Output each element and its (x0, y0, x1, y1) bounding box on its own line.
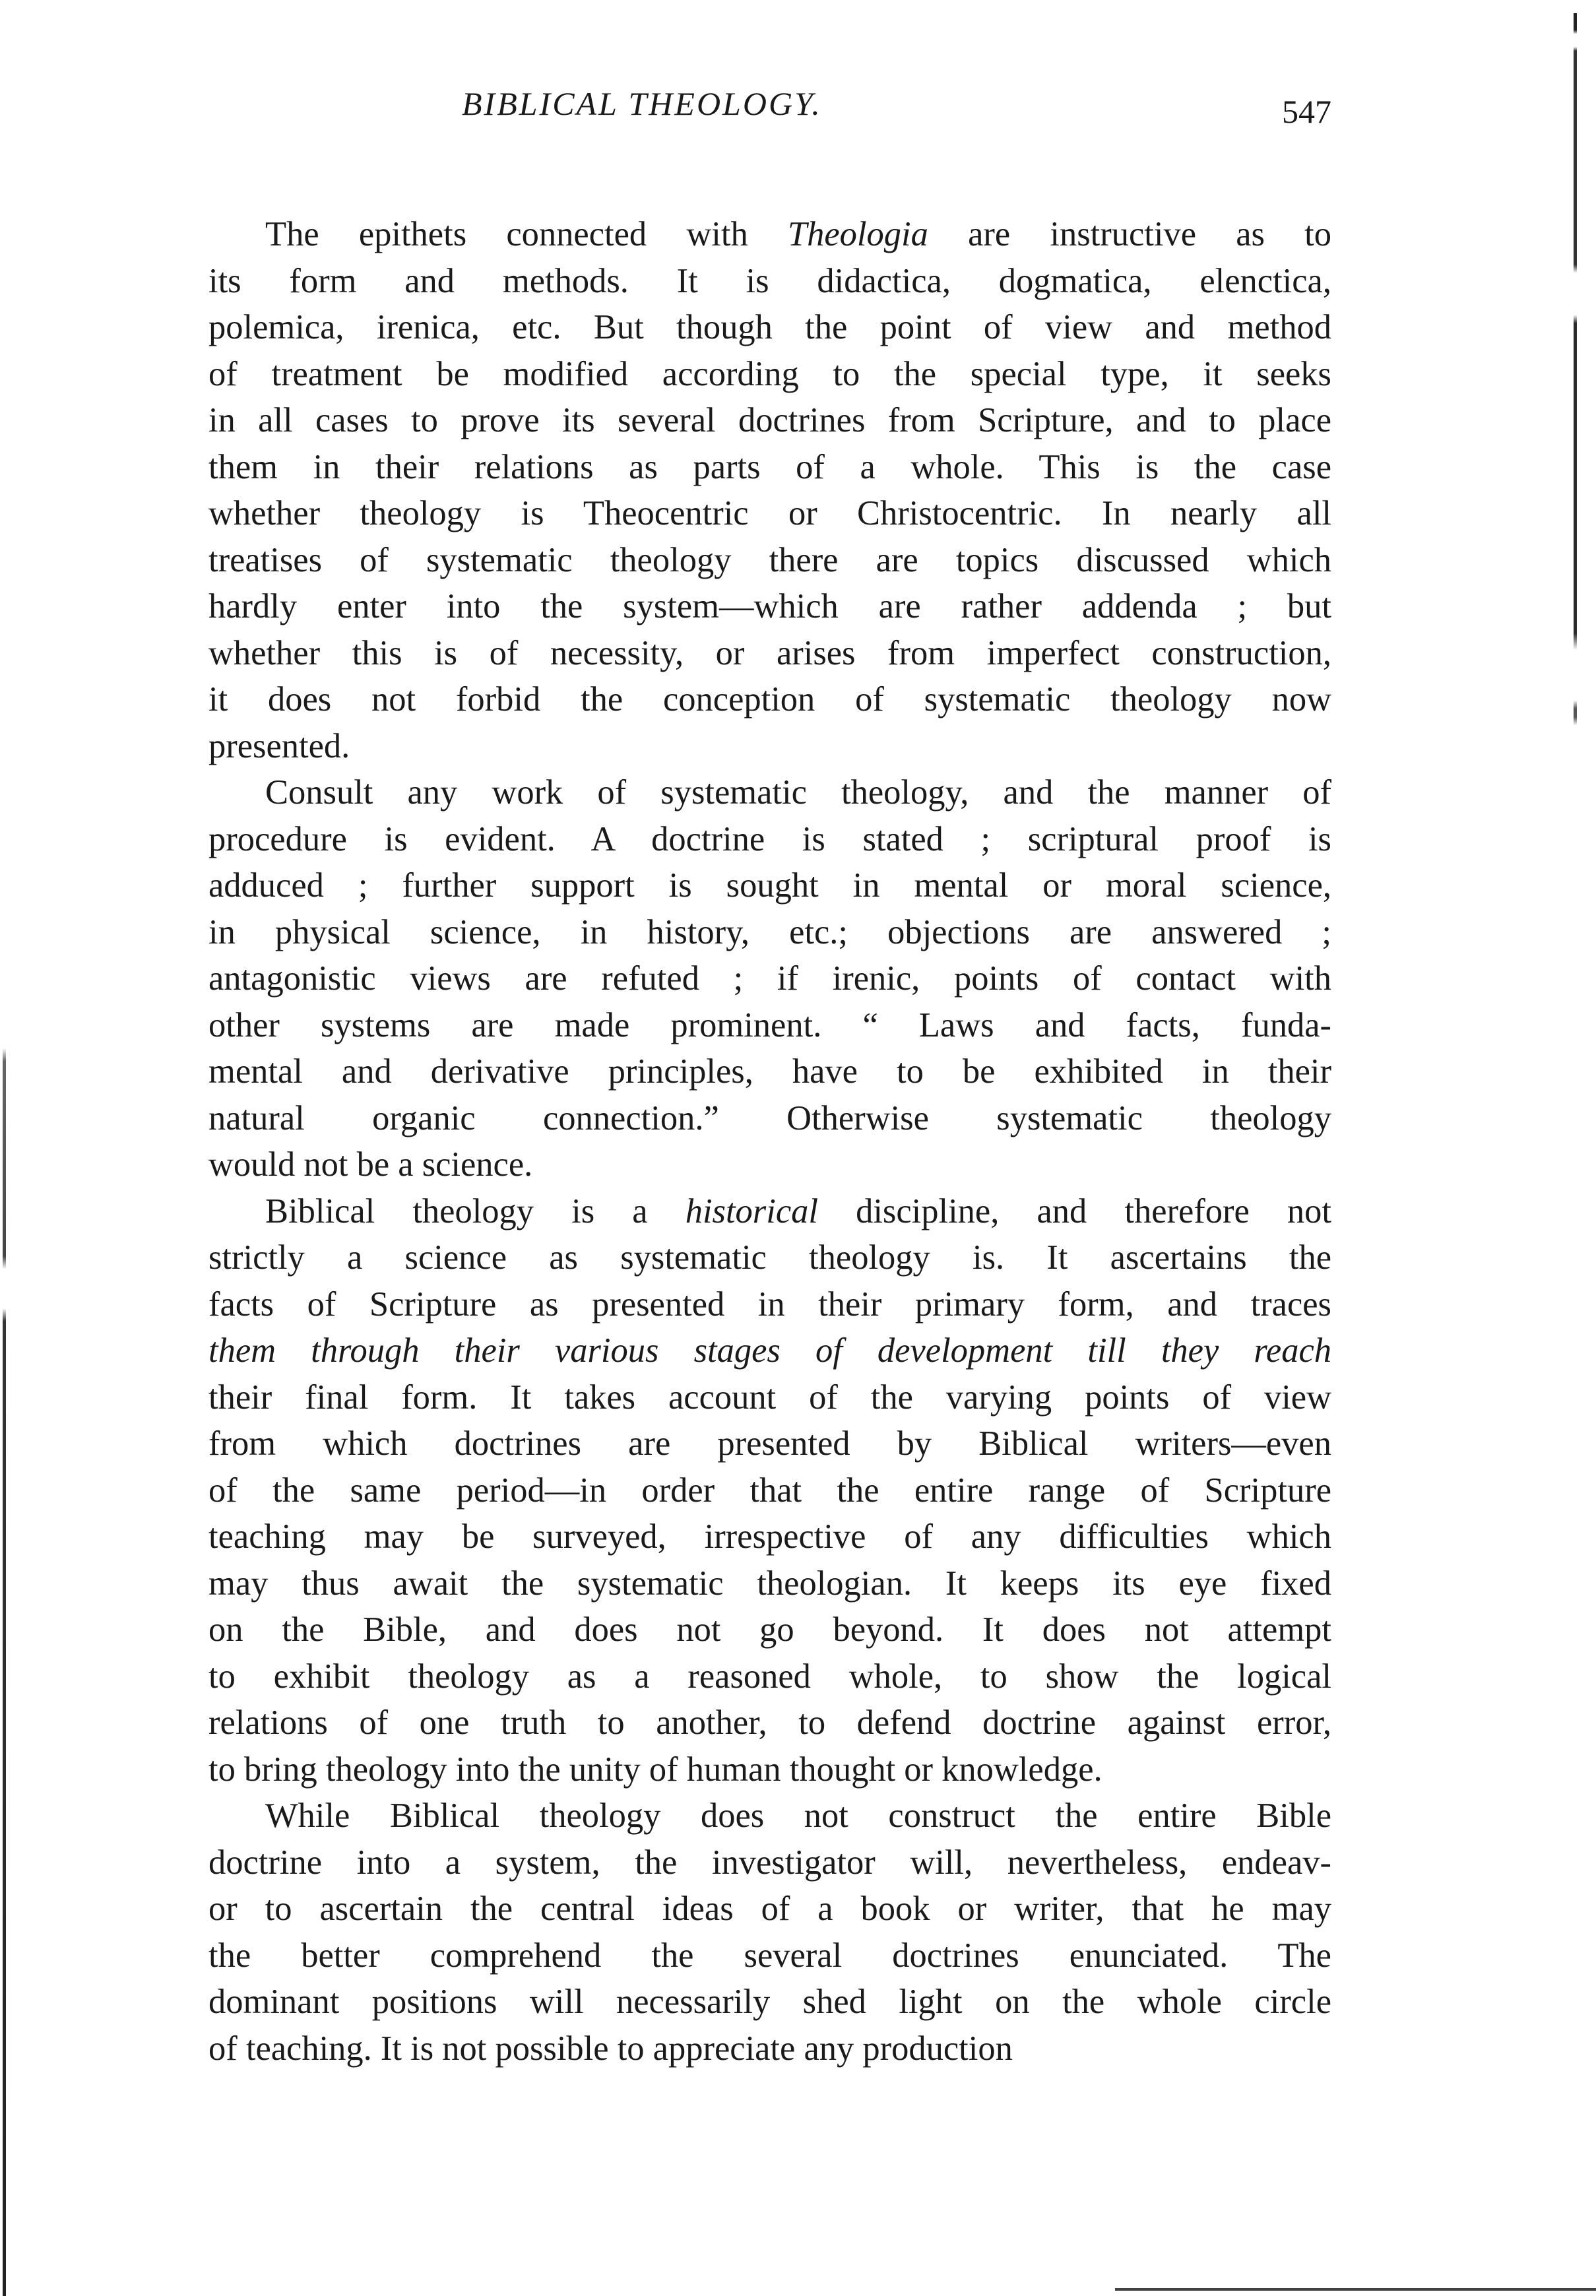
text-line (208, 862, 1331, 909)
text-line (208, 583, 1331, 630)
text-run: of treatment be modified according to the special type, it seeks (208, 354, 1331, 393)
page-number: 547 (1282, 93, 1331, 130)
text-line (208, 955, 1331, 1002)
text-run: Consult any work of systematic theology, and the manner of (265, 773, 1331, 812)
text-line (208, 490, 1331, 537)
text-run: to exhibit theology as a reasoned whole, to show the logical (208, 1657, 1331, 1696)
text-run: treatises of systematic theology there are topics discussed which (208, 540, 1331, 579)
text-line (208, 1327, 1331, 1374)
text-line (208, 1932, 1331, 1979)
text-run: in physical science, in history, etc.; objections are answered ; (208, 912, 1331, 951)
text-run: procedure is evident. A doctrine is stated ; scriptural proof is (208, 819, 1331, 858)
text-line (208, 769, 1331, 816)
text-run: doctrine into a system, the investigator will, nevertheless, endeav- (208, 1843, 1331, 1882)
text-run: While Biblical theology does not construct the entire Bible (265, 1797, 1331, 1835)
italic-text: historical (685, 1192, 818, 1230)
text-line (208, 1514, 1331, 1560)
italic-text: Theologia (787, 215, 928, 253)
text-run: Biblical theology is a (265, 1192, 686, 1230)
text-run: to bring theology into the unity of human thought or knowledge. (208, 1750, 1102, 1789)
text-run: may thus await the systematic theologian. It keeps its eye fixed (208, 1564, 1331, 1603)
text-line (208, 2025, 1331, 2072)
text-line (208, 1002, 1331, 1049)
text-line (208, 1839, 1331, 1886)
text-line (208, 1095, 1331, 1142)
text-line (208, 630, 1331, 677)
text-line (208, 1793, 1331, 1839)
text-line (208, 816, 1331, 863)
text-run: its form and methods. It is didactica, dogmatica, elenctica, (208, 261, 1331, 300)
text-line (208, 909, 1331, 956)
text-line (208, 1281, 1331, 1328)
text-line (208, 1467, 1331, 1514)
text-run: dominant positions will necessarily shed light on the whole circle (208, 1983, 1331, 2021)
scan-edge-left (3, 996, 6, 2296)
text-line (208, 1607, 1331, 1653)
paragraph (208, 211, 1331, 769)
text-line (208, 1374, 1331, 1421)
text-run: mental and derivative principles, have to be exhibited in their (208, 1052, 1331, 1091)
text-run: discipline, and therefore not (817, 1192, 1331, 1230)
text-line (208, 211, 1331, 258)
text-line (208, 723, 1331, 770)
text-line (208, 1746, 1331, 1793)
text-run: presented. (208, 726, 350, 765)
text-run: facts of Scripture as presented in their primary form, and traces (208, 1285, 1331, 1323)
text-run: hardly enter into the system—which are rather addenda ; but (208, 587, 1331, 625)
text-run: on the Bible, and does not go beyond. It does not attempt (208, 1610, 1331, 1649)
text-line (208, 676, 1331, 723)
text-line (208, 304, 1331, 351)
text-run: The epithets connected with (265, 215, 788, 253)
text-run: polemica, irenica, etc. But though the point of view and method (208, 308, 1331, 346)
text-run: antagonistic views are refuted ; if irenic, points of contact with (208, 959, 1331, 998)
text-run: would not be a science. (208, 1145, 533, 1184)
text-line (208, 1560, 1331, 1607)
text-run: adduced ; further support is sought in mental or moral science, (208, 866, 1331, 905)
text-run: from which doctrines are presented by Biblical writers—even (208, 1424, 1331, 1463)
text-line (208, 537, 1331, 584)
text-run: of the same period—in order that the entire range of Scripture (208, 1471, 1331, 1510)
text-run: them in their relations as parts of a whole. This is the case (208, 447, 1331, 486)
text-line (208, 258, 1331, 305)
text-run: or to ascertain the central ideas of a book or writer, that he may (208, 1890, 1331, 1928)
text-run: it does not forbid the conception of systematic theology now (208, 680, 1331, 718)
text-line (208, 1700, 1331, 1746)
text-run: relations of one truth to another, to defend doctrine against error, (208, 1704, 1331, 1742)
text-run: natural organic connection.” Otherwise systematic theology (208, 1099, 1331, 1137)
text-run: whether this is of necessity, or arises from imperfect construction, (208, 633, 1331, 672)
scan-edge-bottom (1115, 2288, 1596, 2291)
running-title: BIBLICAL THEOLOGY. (462, 85, 822, 122)
text-line (208, 1188, 1331, 1235)
text-line (208, 1420, 1331, 1467)
text-line (208, 1979, 1331, 2025)
text-run: their final form. It takes account of the varying points of view (208, 1378, 1331, 1417)
text-run: are instructive as to (928, 215, 1331, 253)
scan-edge-right (1574, 13, 1577, 851)
text-run: the better comprehend the several doctrines enunciated. The (208, 1936, 1331, 1975)
text-line (208, 397, 1331, 444)
text-run: whether theology is Theocentric or Christocentric. In nearly all (208, 494, 1331, 532)
text-line (208, 1886, 1331, 1932)
text-line (208, 1141, 1331, 1188)
text-line (208, 351, 1331, 398)
paragraph (208, 1793, 1331, 2072)
body-text (208, 211, 1331, 2072)
paragraph (208, 1188, 1331, 1793)
paragraph (208, 769, 1331, 1188)
page-header (210, 84, 1331, 144)
text-line (208, 444, 1331, 491)
text-line (208, 1048, 1331, 1095)
text-run: in all cases to prove its several doctrines from Scripture, and to place (208, 401, 1331, 439)
text-run: other systems are made prominent. “ Laws and facts, funda- (208, 1005, 1331, 1044)
text-run: teaching may be surveyed, irrespective of any difficulties which (208, 1517, 1331, 1556)
text-line (208, 1653, 1331, 1700)
text-run: of teaching. It is not possible to appreciate any production (208, 2029, 1013, 2068)
italic-text: them through their various stages of development till they reach (208, 1331, 1331, 1370)
text-line (208, 1234, 1331, 1281)
text-run: strictly a science as systematic theology is. It ascertains the (208, 1238, 1331, 1277)
